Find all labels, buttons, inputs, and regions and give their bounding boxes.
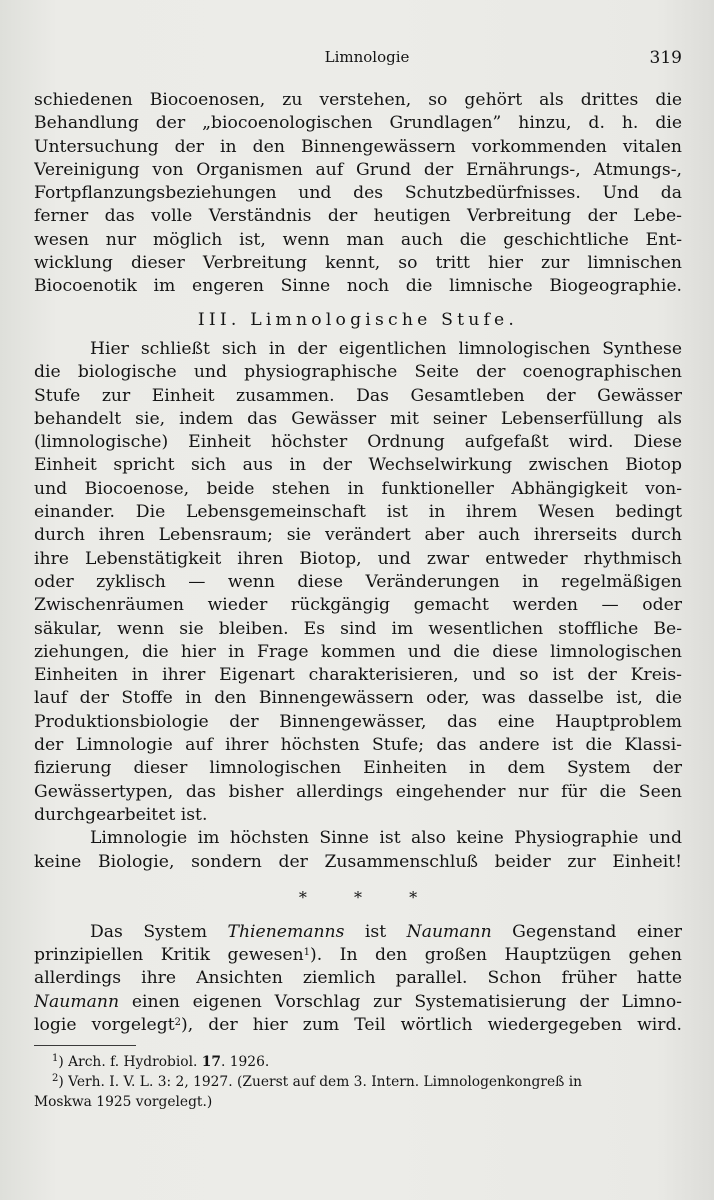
footnote-text: ) Verh. I. V. L. 3: 2, 1927. (Zuerst auf dem 3. Intern. Limnologenkongreß in: [58, 1074, 583, 1091]
paragraph-1: [34, 89, 682, 299]
text-line: Gewässertypen, das bisher allerdings eingehender nur für die Seen: [34, 781, 682, 802]
footnote-1: [34, 1052, 682, 1072]
footnote-text: ) Arch. f. Hydrobiol.: [58, 1054, 202, 1071]
text-run: Gegenstand einer: [491, 921, 682, 942]
paragraph-2: [34, 338, 682, 827]
text-line: Untersuchung der in den Binnengewässern vorkommenden vitalen: [34, 136, 682, 157]
text-line: ferner das volle Verständnis der heutigen Verbreitung der Lebe-: [34, 206, 682, 227]
text-line: fizierung dieser limnologischen Einheiten in dem System der: [34, 758, 682, 779]
text-line: keine Biologie, sondern der Zusammenschluß beider zur Einheit!: [34, 851, 682, 872]
text-line: Hier schließt sich in der eigentlichen limnologischen Synthese: [90, 338, 682, 359]
footnote-mark: 1: [52, 1053, 59, 1065]
text-line: ihre Lebenstätigkeit ihren Biotop, und zwar entweder rhythmisch: [34, 548, 682, 569]
text-line: die biologische und physiographische Seite der coenographischen: [34, 362, 682, 383]
footnote-volume: 17: [201, 1054, 221, 1071]
section-separator: * * *: [298, 887, 418, 907]
text-line: Vereinigung von Organismen auf Grund der Ernährungs-, Atmungs-,: [34, 159, 682, 180]
footnote-ref: 1: [303, 947, 311, 959]
footnote-2: [34, 1072, 682, 1092]
text-line: schiedenen Biocoenosen, zu verstehen, so gehört als drittes die: [34, 90, 682, 110]
page-number: 319: [649, 48, 682, 68]
running-header: [34, 45, 682, 69]
text-run: ist: [344, 921, 407, 942]
text-line: Produktionsbiologie der Binnengewässer, das eine Hauptproblem: [34, 711, 682, 732]
text-line: Fortpflanzungsbeziehungen und des Schutzbedürfnisses. Und da: [34, 183, 682, 204]
text-line: säkular, wenn sie bleiben. Es sind im wesentlichen stoffliche Be-: [34, 618, 682, 639]
text-line: und Biocoenose, beide stehen in funktioneller Abhängigkeit von-: [34, 478, 682, 499]
footnote-divider: [34, 1045, 136, 1046]
text-run: Das System: [90, 921, 228, 942]
text-run: logie vorgelegt: [34, 1014, 175, 1035]
text-line: durchgearbeitet ist.: [34, 804, 208, 825]
paragraph-4: [34, 921, 682, 1037]
text-line: wesen nur möglich ist, wenn man auch die geschichtliche Ent-: [34, 229, 682, 250]
text-line: [34, 1014, 682, 1037]
text-run: ). In den großen Hauptzügen gehen: [310, 945, 682, 966]
text-run: ), der hier zum Teil wörtlich wiedergegeben wird.: [181, 1014, 682, 1035]
footnote-ref: 2: [174, 1016, 182, 1028]
text-line: Biocoenotik im engeren Sinne noch die limnische Biogeographie.: [34, 276, 682, 297]
text-line: Limnologie im höchsten Sinne ist also keine Physiographie und: [90, 828, 682, 849]
text-line: [34, 991, 682, 1014]
author-name: Naumann: [34, 991, 120, 1012]
text-line: Behandlung der „biocoenologischen Grundlagen” hinzu, d. h. die: [34, 113, 682, 134]
text-line: oder zyklisch — wenn diese Veränderungen in regelmäßigen: [34, 571, 682, 592]
footnote-text: . 1926.: [220, 1054, 270, 1071]
section-heading: III. Limnologische Stufe.: [197, 309, 519, 330]
footnote-2-continuation: Moskwa 1925 vorgelegt.): [34, 1094, 213, 1111]
text-line: durch ihren Lebensraum; sie verändert aber auch ihrerseits durch: [34, 525, 682, 546]
author-name: Thienemanns: [227, 921, 345, 942]
paragraph-3: [34, 827, 682, 874]
text-line: [34, 921, 682, 944]
text-line: [34, 944, 682, 967]
footnote-mark: 2: [52, 1073, 59, 1085]
footnotes: [34, 1052, 682, 1112]
text-line: wicklung dieser Verbreitung kennt, so tritt hier zur limnischen: [34, 253, 682, 274]
text-run: prinzipiellen Kritik gewesen: [34, 945, 304, 966]
text-line: ziehungen, die hier in Frage kommen und die diese limnologischen: [34, 641, 682, 662]
text-line: Einheiten in ihrer Eigenart charakterisieren, und so ist der Kreis-: [34, 665, 682, 686]
text-line: einander. Die Lebensgemeinschaft ist in ihrem Wesen bedingt: [34, 502, 682, 523]
text-line: Stufe zur Einheit zusammen. Das Gesamtleben der Gewässer: [34, 385, 682, 406]
text-line: der Limnologie auf ihrer höchsten Stufe; das andere ist die Klassi-: [34, 735, 682, 756]
running-title: Limnologie: [324, 48, 410, 66]
text-run: einen eigenen Vorschlag zur Systematisierung der Limno-: [119, 991, 682, 1012]
text-line: Einheit spricht sich aus in der Wechselwirkung zwischen Biotop: [34, 455, 682, 476]
text-line: Zwischenräumen wieder rückgängig gemacht werden — oder: [34, 595, 682, 616]
body-text: [34, 89, 682, 1112]
text-line: allerdings ihre Ansichten ziemlich parallel. Schon früher hatte: [34, 968, 682, 989]
author-name: Naumann: [406, 921, 492, 942]
text-line: behandelt sie, indem das Gewässer mit seiner Lebenserfüllung als: [34, 408, 682, 429]
text-line: (limnologische) Einheit höchster Ordnung aufgefaßt wird. Diese: [34, 432, 682, 453]
text-line: lauf der Stoffe in den Binnengewässern oder, was dasselbe ist, die: [34, 688, 682, 709]
